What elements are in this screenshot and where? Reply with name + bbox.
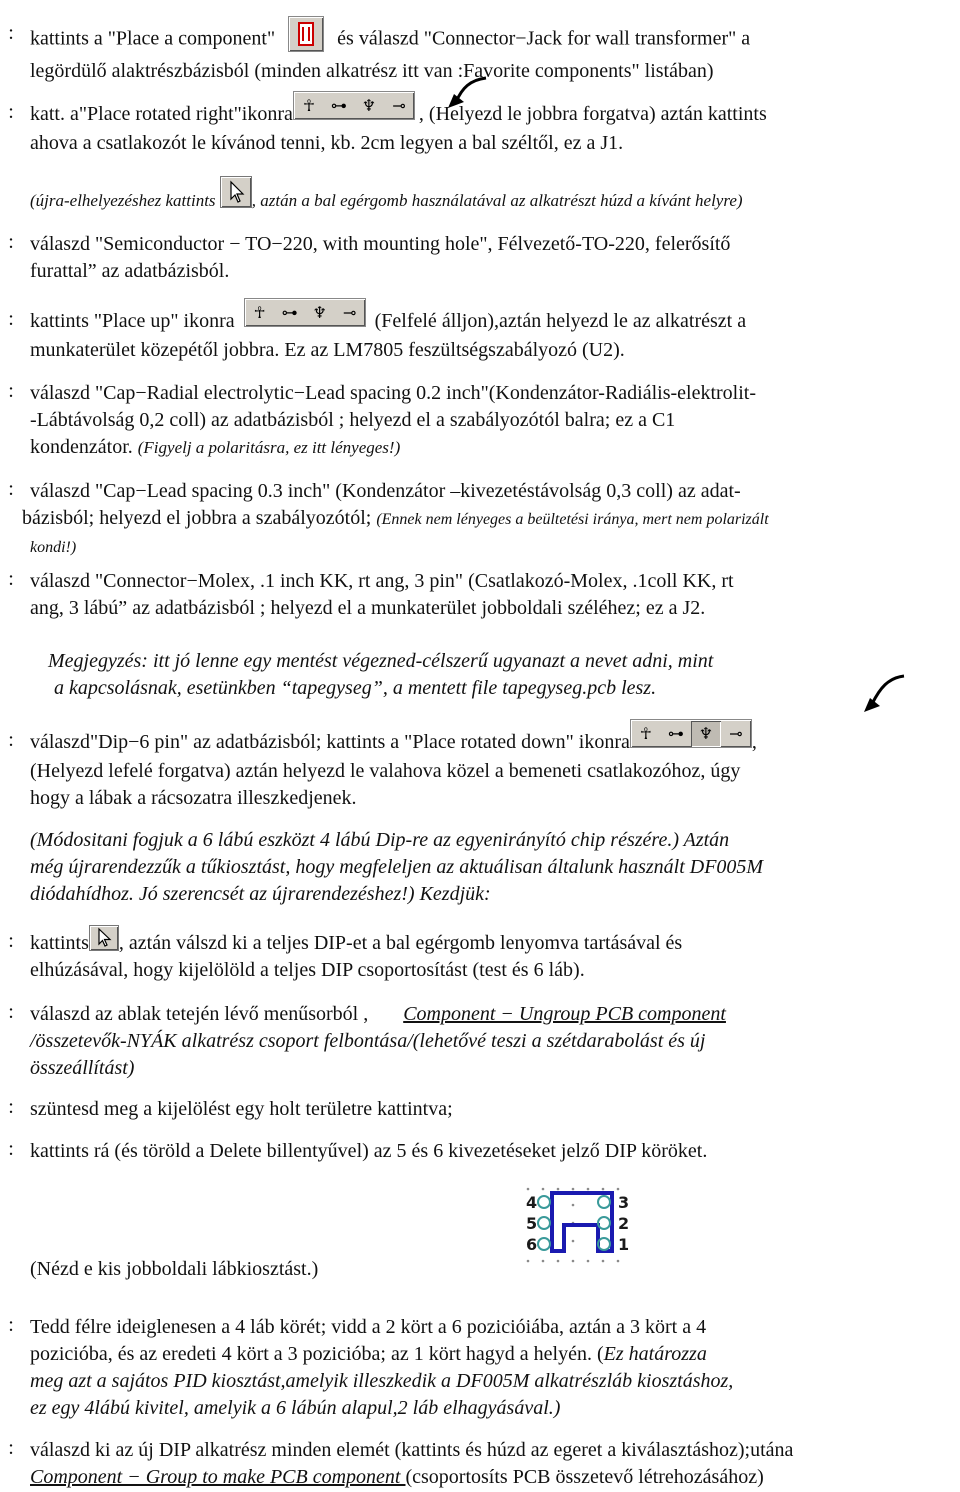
select-line-1b: , aztán válszd ki a teljes DIP-et a bal egérgomb lenyomva tartásával és <box>118 932 683 954</box>
remark-line-2: a kapcsolásnak, esetünkben “tapegyseg”, a mentett file tapegyseg.pcb lesz. <box>54 677 657 699</box>
pin-label: 2 <box>618 1214 630 1233</box>
group-line-2b: (csoportosíts PCB összetevő létrehozásához) <box>405 1466 764 1488</box>
rearrange-line-3: meg azt a sajátos PID kiosztást,amelyik illeszkedik a DF005M alkatrészláb kiosztáshoz, <box>30 1370 734 1392</box>
rearrange-line-1: Tedd félre ideiglenesen a 4 láb körét; vidd a 2 kört a 6 pozicióiába, aztán a 3 kört a 4 <box>30 1316 707 1338</box>
rotate-left-icon[interactable]: ⊶ <box>667 724 684 743</box>
rotate-down-icon[interactable]: ♆ <box>691 721 721 747</box>
rotate-toolbar-icon[interactable] <box>630 719 752 748</box>
rearrange-line-2b: Ez határozza <box>603 1343 707 1365</box>
group-menu-path[interactable]: Component − Group to make PCB component <box>30 1466 406 1488</box>
pointer-arrow-icon <box>852 672 908 716</box>
rearrange-line-4: ez egy 4lábú kivitel, amelyik a 6 lábún alapul,2 láb elhagyásával.) <box>30 1397 561 1419</box>
step-1-text-a: kattints a "Place a component" <box>30 27 276 50</box>
step-7-line-1: válaszd "Connector−Molex, .1 inch KK, rt ang, 3 pin" (Csatlakozó-Molex, .1coll KK, rt <box>30 570 734 592</box>
rotate-left-icon[interactable]: ⊶ <box>281 303 298 322</box>
rotate-right-icon[interactable]: ☥ <box>302 96 315 115</box>
step-6-line-2a: bázisból; helyezd el jobbra a szabályozótól; <box>22 507 372 529</box>
rotate-down-icon[interactable]: ⊸ <box>392 96 406 115</box>
ungroup-line-3: összeállítást) <box>30 1057 135 1079</box>
pin-hint-text: (Nézd e kis jobboldali lábkiosztást.) <box>30 1258 319 1280</box>
step-3-line-2: furattal” az adatbázisból. <box>30 260 230 282</box>
dip-line-1a: válaszd"Dip−6 pin" az adatbázisból; kattints a "Place rotated down" ikonra <box>30 731 630 754</box>
pointer-tool-icon[interactable] <box>89 925 119 951</box>
ungroup-menu-path[interactable]: Component − Ungroup PCB component <box>403 1003 726 1025</box>
step-6-line-2b: (Ennek nem lényeges a beültetési iránya, mert nem polarizált <box>376 511 769 528</box>
replace-note-a: (újra-elhelyezéshez kattints <box>30 190 216 210</box>
pin-label: 6 <box>526 1235 538 1254</box>
step-6-line-3: kondi!) <box>30 539 77 556</box>
place-component-icon[interactable] <box>288 16 324 52</box>
group-line-1: válaszd ki az új DIP alkatrész minden elemét (kattints és húzd az egeret a kiválasztáshoz);utána <box>30 1439 794 1461</box>
remark-line-1: Megjegyzés: itt jó lenne egy mentést végezned-célszerű ugyanazt a nevet adni, mint <box>48 650 714 672</box>
step-4-text-a: kattints "Place up" ikonra <box>30 310 235 333</box>
rotate-left-icon[interactable]: ⊶ <box>330 96 347 115</box>
pin-label: 1 <box>618 1235 630 1254</box>
step-5-line-1: válaszd "Cap−Radial electrolytic−Lead spacing 0.2 inch"(Kondenzátor-Radiális-elektrolit- <box>30 382 757 404</box>
step-1-text-b: és válaszd "Connector−Jack for wall transformer" a <box>337 27 751 50</box>
step-5-line-3a: kondenzátor. <box>30 436 133 458</box>
pin-label: 4 <box>526 1193 538 1212</box>
step-5-line-3b: (Figyelj a polaritásra, ez itt lényeges!) <box>137 438 401 457</box>
step-4-line-2: munkaterület közepétől jobbra. Ez az LM7805 feszültségszabályozó (U2). <box>30 339 625 361</box>
rotate-up-icon[interactable]: ♆ <box>361 96 377 115</box>
ungroup-line-2: /összetevők-NYÁK alkatrész csoport felbontása/(lehetővé teszi a szétdarabolást és új <box>30 1030 706 1052</box>
modify-line-3: diódahídhoz. Jó szerencsét az újrarendezéshez!) Kezdjük: <box>30 883 491 905</box>
step-2-line-2: ahova a csatlakozót le kívánod tenni, kb. 2cm legyen a bal széltől, ez a J1. <box>30 132 624 154</box>
replace-note-b: , aztán a bal egérgomb használatával az alkatrészt húzd a kívánt helyre) <box>251 190 743 210</box>
step-1-line-2: legördülő alaktrészbázisból (minden alkatrész itt van :Favorite components" listában) <box>30 60 714 82</box>
rotate-toolbar-icon[interactable] <box>293 91 415 120</box>
pin-label: 5 <box>526 1214 538 1233</box>
pointer-tool-icon[interactable] <box>220 176 252 208</box>
dip-line-2: (Helyezd lefelé forgatva) aztán helyezd le valahova közel a bemeneti csatlakozóhoz, úgy <box>30 760 741 782</box>
step-7-line-2: ang, 3 lábú” az adatbázisból ; helyezd el a munkaterület jobboldali széléhez; ez a J2. <box>30 597 706 619</box>
rotate-right-icon[interactable]: ☥ <box>639 724 652 743</box>
dip-pinout-diagram <box>520 1185 640 1265</box>
select-line-2: elhúzásával, hogy kijelölöld a teljes DIP csoportosítást (test és 6 láb). <box>30 959 585 982</box>
dip-line-3: hogy a lábak a rácsozatra illeszkedjenek. <box>30 787 357 809</box>
rotate-up-icon[interactable]: ♆ <box>312 303 327 322</box>
step-2-text-a: katt. a"Place rotated right"ikonra <box>30 103 293 126</box>
bullet: : <box>8 22 14 44</box>
select-line-1a: kattints <box>30 932 89 954</box>
rotate-down-icon[interactable]: ⊸ <box>342 303 357 322</box>
rotate-up-icon[interactable]: ⊸ <box>729 724 743 743</box>
step-6-line-1: válaszd "Cap−Lead spacing 0.3 inch" (Kondenzátor –kivezetéstávolság 0,3 coll) az adat- <box>30 480 741 502</box>
step-2-text-b: , (Helyezd le jobbra forgatva) aztán kattints <box>418 103 767 126</box>
dip-line-1b: , <box>751 731 757 754</box>
step-3-line-1: válaszd "Semiconductor − TO−220, with mounting hole", Félvezető-TO-220, felerősítő <box>30 233 731 255</box>
ungroup-line-1a: válaszd az ablak tetején lévő menűsorból , <box>30 1003 369 1025</box>
rotate-right-icon[interactable]: ☥ <box>253 303 266 322</box>
pin-label: 3 <box>618 1193 630 1212</box>
rearrange-line-2a: pozicióba, és az eredeti 4 kört a 3 pozicióba; az 1 kört hagyd a helyén. ( <box>30 1343 604 1365</box>
deselect-text: szüntesd meg a kijelölést egy holt területre kattintva; <box>30 1098 453 1120</box>
rotate-toolbar-icon[interactable] <box>244 298 366 327</box>
step-4-text-b: (Felfelé álljon),aztán helyezd le az alkatrészt a <box>374 310 747 333</box>
step-5-line-2: -Lábtávolság 0,2 coll) az adatbázisból ; helyezd el a szabályozótól balra; ez a C1 <box>30 409 676 431</box>
modify-line-2: még újrarendezzűk a tűkiosztást, hogy megfeleljen az aktuálisan általunk használt DF005M <box>30 856 764 878</box>
modify-line-1: (Módositani fogjuk a 6 lábú eszközt 4 lábú Dip-re az egyenirányító chip részére.) Aztán <box>30 829 730 851</box>
delete-text: kattints rá (és töröld a Delete billentyűvel) az 5 és 6 kivezetéseket jelző DIP köröket. <box>30 1140 708 1162</box>
